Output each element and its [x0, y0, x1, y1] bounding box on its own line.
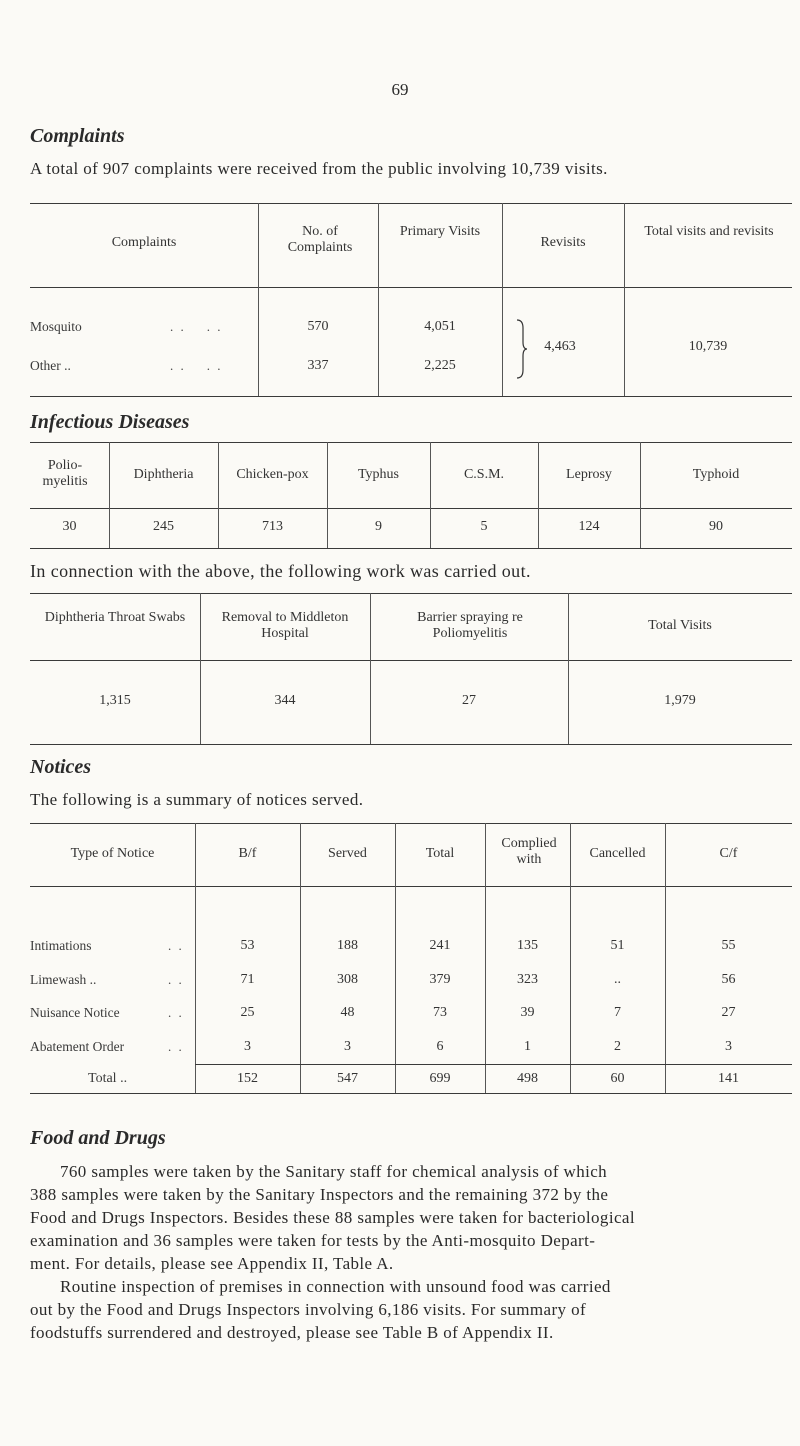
- cell-value: 308: [337, 972, 358, 987]
- header-csm: C.S.M.: [463, 467, 505, 482]
- header-served: Served: [328, 846, 367, 861]
- header-complaints: Complaints: [111, 235, 177, 250]
- header-throat-swabs: Diphtheria Throat Swabs: [44, 610, 186, 625]
- food-title: Food and Drugs: [30, 1127, 166, 1149]
- cell-value: 27: [721, 1005, 736, 1020]
- cell-value: 570: [307, 319, 329, 334]
- header-chicken-pox: Chicken-pox: [236, 467, 309, 482]
- curly-brace-icon: [514, 318, 528, 380]
- header-type: Type of Notice: [70, 846, 155, 861]
- cell-value: 337: [307, 358, 329, 373]
- cell-value: 1,979: [664, 693, 696, 708]
- header-total-visits: Total visits and revisits: [644, 224, 774, 239]
- cell-value: 7: [614, 1005, 621, 1020]
- row-label: Abatement Order: [30, 1039, 125, 1054]
- header-diphtheria: Diphtheria: [133, 467, 194, 482]
- cell-value: 53: [240, 938, 255, 953]
- cell-value: 2: [614, 1039, 621, 1054]
- cell-value: 55: [721, 938, 736, 953]
- header-typhoid: Typhoid: [692, 467, 740, 482]
- cell-value: 51: [610, 938, 625, 953]
- header-barrier-spraying: Barrier spraying re Poliomyelitis: [417, 610, 523, 641]
- header-polio: Polio-myelitis: [42, 458, 88, 489]
- header-bf: B/f: [238, 846, 257, 861]
- cell-value: 90: [709, 519, 723, 534]
- cell-value: 4,051: [424, 319, 456, 334]
- total-visits-value: 10,739: [688, 339, 728, 354]
- cell-value: 141: [718, 1071, 739, 1086]
- cell-value: 2,225: [424, 358, 456, 373]
- notices-title: Notices: [30, 756, 92, 778]
- text-line: 760 samples were taken by the Sanitary staff for chemical analysis of which: [60, 1162, 608, 1181]
- cell-value: 3: [244, 1039, 251, 1054]
- complaints-intro: A total of 907 complaints were received from the public involving 10,739 visits.: [30, 159, 608, 178]
- cell-value: 6: [436, 1039, 444, 1054]
- cell-value: 699: [429, 1071, 451, 1086]
- cell-value: 71: [240, 972, 255, 987]
- header-cf: C/f: [719, 846, 738, 861]
- cell-value: 3: [344, 1039, 351, 1054]
- text-line: examination and 36 samples were taken for tests by the Anti-mosquito Depart-: [30, 1231, 596, 1250]
- header-leprosy: Leprosy: [566, 467, 612, 482]
- cell-value: 30: [62, 519, 77, 534]
- complaints-title: Complaints: [30, 125, 125, 147]
- text-line: Routine inspection of premises in connection with unsound food was carried: [60, 1277, 611, 1296]
- cell-value: 1,315: [99, 693, 131, 708]
- cell-value: 188: [337, 938, 358, 953]
- cell-value: 27: [462, 693, 476, 708]
- cell-value: 39: [520, 1005, 535, 1020]
- text-line: Food and Drugs Inspectors. Besides these 88 samples were taken for bacteriological: [30, 1208, 635, 1227]
- header-revisits: Revisits: [540, 235, 586, 250]
- cell-value: 152: [237, 1071, 258, 1086]
- cell-value: 48: [340, 1005, 355, 1020]
- header-removal: Removal to Middleton Hospital: [221, 610, 349, 641]
- cell-value: 344: [274, 693, 296, 708]
- cell-value: ..: [614, 972, 621, 987]
- header-cancelled: Cancelled: [589, 846, 646, 861]
- cell-value: 245: [153, 519, 174, 534]
- cell-value: 241: [429, 938, 451, 953]
- cell-value: 3: [725, 1039, 732, 1054]
- page-number: 69: [391, 80, 409, 99]
- notices-intro: The following is a summary of notices served.: [30, 790, 364, 809]
- cell-value: 1: [524, 1039, 531, 1054]
- food-paragraph-2: [30, 1275, 795, 1344]
- cell-value: 135: [517, 938, 538, 953]
- cell-value: 73: [433, 1005, 447, 1020]
- row-label: Mosquito: [30, 319, 82, 334]
- cell-value: 379: [429, 972, 451, 987]
- cell-value: 5: [480, 519, 488, 534]
- header-total: Total: [425, 846, 455, 861]
- row-label: Nuisance Notice: [30, 1005, 120, 1020]
- row-label: Intimations: [30, 938, 92, 953]
- cell-value: 56: [721, 972, 736, 987]
- cell-value: 498: [517, 1071, 538, 1086]
- work-intro: In connection with the above, the following work was carried out.: [30, 561, 531, 581]
- header-no-of-complaints: No. of Complaints: [287, 224, 353, 255]
- header-total-visits: Total Visits: [648, 618, 712, 633]
- cell-value: 713: [262, 519, 283, 534]
- cell-value: 25: [240, 1005, 255, 1020]
- infectious-title: Infectious Diseases: [30, 411, 190, 433]
- text-line: foodstuffs surrendered and destroyed, please see Table B of Appendix II.: [30, 1323, 554, 1342]
- cell-value: 323: [517, 972, 538, 987]
- row-label: Other ..: [30, 358, 71, 373]
- cell-value: 547: [337, 1071, 358, 1086]
- header-complied: Complied with: [501, 836, 557, 867]
- text-line: 388 samples were taken by the Sanitary Inspectors and the remaining 372 by the: [30, 1185, 609, 1204]
- header-typhus: Typhus: [357, 467, 400, 482]
- header-primary-visits: Primary Visits: [399, 224, 481, 239]
- text-line: ment. For details, please see Appendix II, Table A.: [30, 1254, 394, 1273]
- cell-value: 9: [375, 519, 382, 534]
- total-label: Total ..: [88, 1071, 128, 1086]
- text-line: out by the Food and Drugs Inspectors involving 6,186 visits. For summary of: [30, 1300, 587, 1319]
- food-paragraph-1: [30, 1160, 795, 1275]
- cell-value: 124: [578, 519, 600, 534]
- row-label: Limewash ..: [30, 972, 97, 987]
- cell-value: 60: [610, 1071, 625, 1086]
- revisits-value: 4,463: [544, 339, 576, 354]
